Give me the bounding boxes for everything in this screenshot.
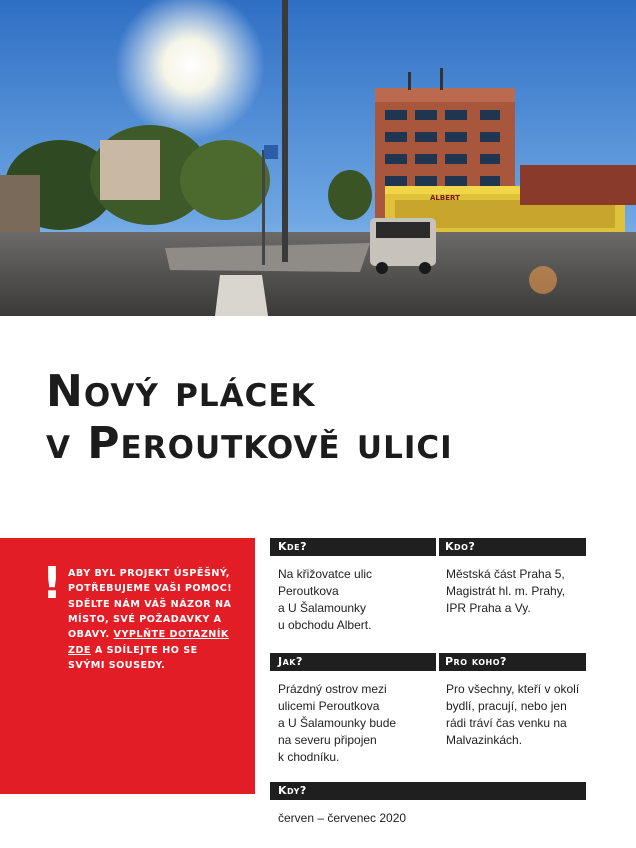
label-pro-koho: Pro koho?: [445, 655, 507, 668]
header-bar-jak-pro-koho: [270, 653, 586, 671]
kde-line: a U Šalamounky: [278, 601, 367, 615]
road-sign: [264, 145, 278, 159]
callout-box: [0, 538, 255, 794]
kdo-text: [446, 566, 565, 617]
label-kdy: Kdy?: [278, 784, 307, 797]
kdo-line: Městská část Praha 5,: [446, 567, 565, 581]
pro-koho-line: rádi tráví čas venku na: [446, 716, 567, 730]
store-sign: ALBERT: [430, 194, 460, 202]
sign-pole: [262, 150, 265, 265]
callout-text-after: A SDÍLEJTE HO SE SVÝMI SOUSEDY.: [68, 644, 198, 672]
jak-line: ulicemi Peroutkova: [278, 699, 380, 713]
kdy-line: červen – červenec 2020: [278, 811, 407, 825]
questionnaire-link[interactable]: VYPLŇTE DOTAZNÍK ZDE: [68, 629, 229, 656]
lens-flare: [529, 266, 557, 294]
kde-line: Na křižovatce ulic: [278, 567, 373, 581]
kdo-line: Magistrát hl. m. Prahy,: [446, 584, 566, 598]
pro-koho-line: Pro všechny, kteří v okolí: [446, 682, 580, 696]
bar-divider: [436, 538, 439, 556]
jak-text: [278, 681, 396, 766]
kdy-text: [278, 810, 406, 827]
street-photo: [0, 0, 636, 316]
jak-line: k chodníku.: [278, 750, 340, 764]
building-back: [100, 140, 160, 200]
van: [370, 218, 436, 274]
title-line-2: v Peroutkově ulici: [46, 417, 453, 469]
traffic-island: [165, 243, 370, 272]
exclamation-icon: !: [42, 558, 63, 609]
label-kdo: Kdo?: [445, 540, 476, 553]
kde-line: u obchodu Albert.: [278, 618, 372, 632]
pro-koho-text: [446, 681, 579, 749]
label-kde: Kde?: [278, 540, 308, 553]
page-title: [46, 366, 453, 470]
kde-line: Peroutkova: [278, 584, 339, 598]
header-bar-kdy: [270, 782, 586, 800]
callout-text: [68, 566, 238, 673]
pro-koho-line: Malvazinkách.: [446, 733, 523, 747]
jak-line: na severu připojen: [278, 733, 377, 747]
building-left: [0, 175, 40, 235]
pro-koho-line: bydlí, pracují, nebo jen: [446, 699, 567, 713]
kde-text: [278, 566, 372, 634]
title-line-1: Nový plácek: [46, 366, 316, 417]
label-jak: Jak?: [278, 655, 303, 668]
jak-line: Prázdný ostrov mezi: [278, 682, 387, 696]
jak-line: a U Šalamounky bude: [278, 716, 397, 730]
header-bar-kde-kdo: [270, 538, 586, 556]
lamp-pole: [282, 0, 288, 262]
crosswalk: [215, 275, 268, 316]
callout-text-before: ABY BYL PROJEKT ÚSPĚŠNÝ, POTŘEBUJEME VAŠI POMOC! SDĚLTE NÁM VÁŠ NÁZOR NA MÍSTO, SVÉ POŽADAVKY A OBAVY.: [68, 568, 233, 641]
kdo-line: IPR Praha a Vy.: [446, 601, 531, 615]
bar-divider: [436, 653, 439, 671]
